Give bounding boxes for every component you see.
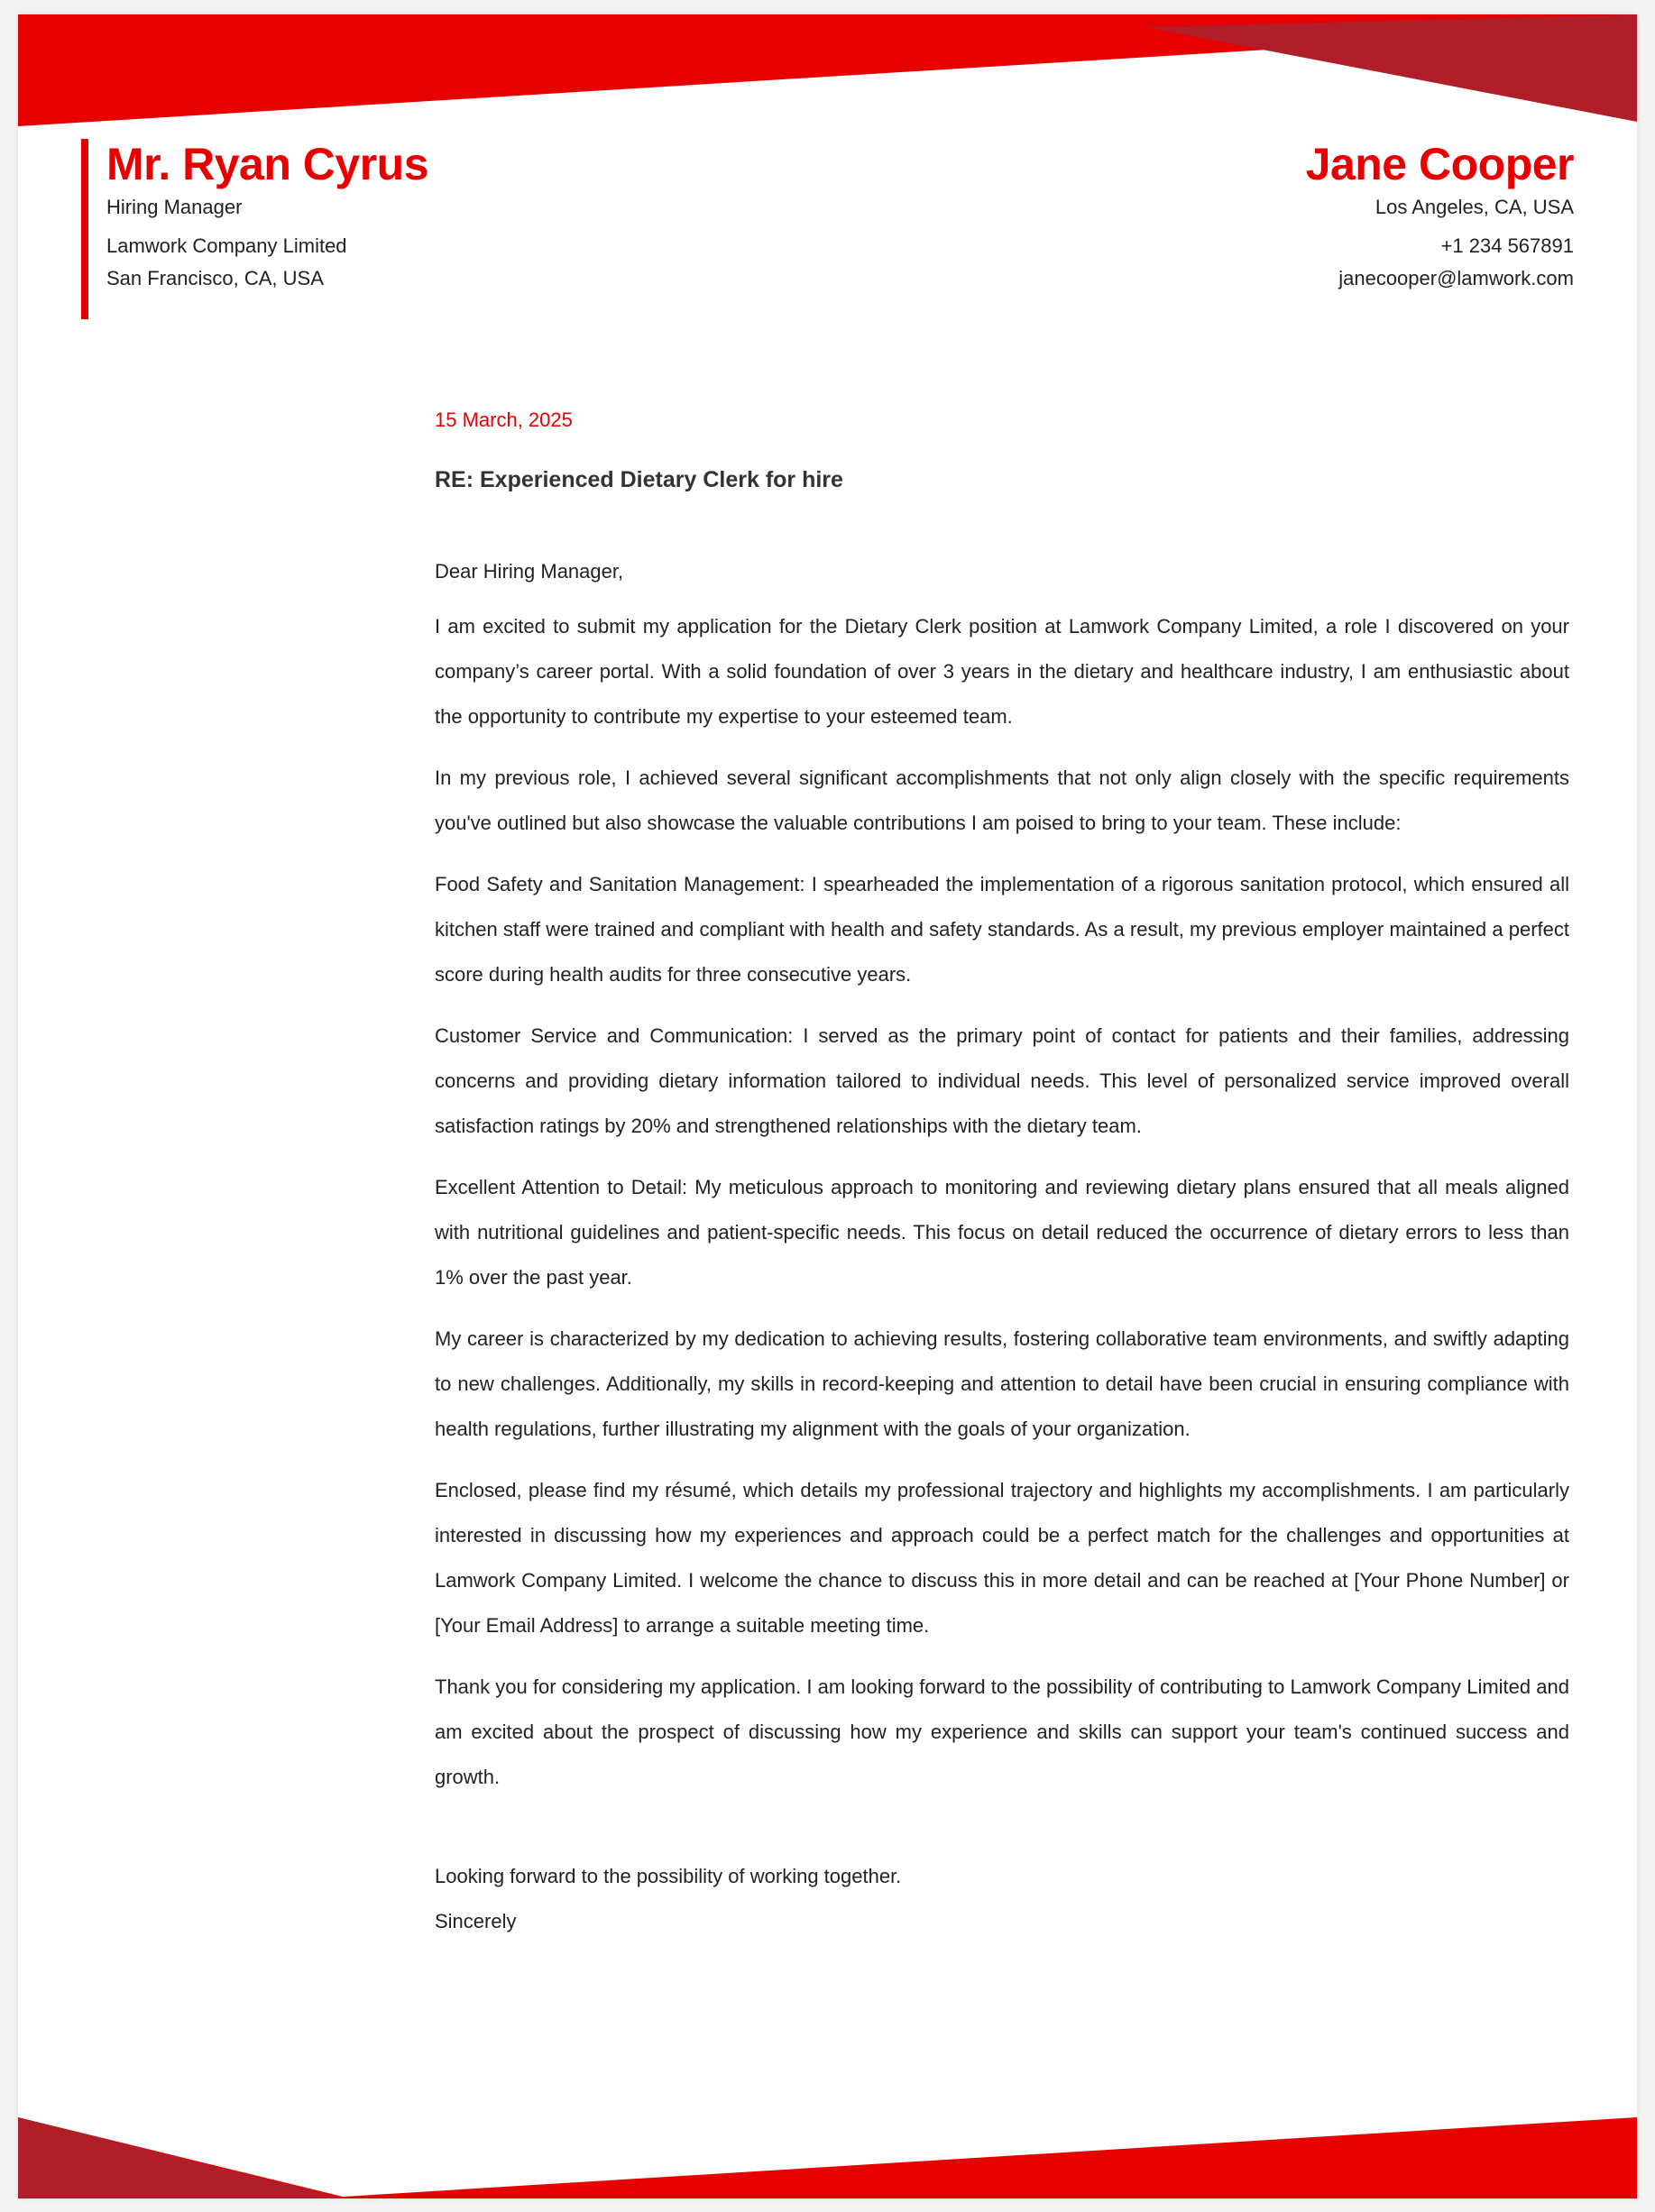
sender-email: janecooper@lamwork.com (1338, 267, 1574, 289)
salutation: Dear Hiring Manager, (435, 560, 624, 583)
recipient-name: Mr. Ryan Cyrus (106, 139, 429, 189)
header-decoration (18, 14, 1637, 126)
paragraph: I am excited to submit my application for the Dietary Clerk position at Lamwork Company Limited, a role I discovered on your company’s career portal. With a solid foundation of over 3 years in the dietary and healthcare industry, I am enthusiastic about the opportunity to contribute my expertise to your esteemed team. (435, 615, 1569, 728)
footer-decoration (18, 2117, 1637, 2198)
sender-location: Los Angeles, CA, USA (1375, 196, 1574, 218)
paragraph: In my previous role, I achieved several significant accomplishments that not only align closely with the specific requirements you've outlined but also showcase the valuable contributions I am poised to bring to your team. These include: (435, 766, 1569, 834)
paragraph: Food Safety and Sanitation Management: I spearheaded the implementation of a rigorous sanitation protocol, which ensured all kitchen staff were trained and compliant with health and safety standards. As a result, my previous employer maintained a perfect score during health audits for three consecutive years. (435, 873, 1569, 986)
recipient-block (81, 139, 648, 319)
signoff: Sincerely (435, 1910, 517, 1932)
recipient-company: Lamwork Company Limited (106, 234, 347, 257)
paragraph: Thank you for considering my application. I am looking forward to the possibility of contributing to Lamwork Company Limited and am excited about the prospect of discussing how my experience and skills can support your team's continued success and growth. (435, 1675, 1569, 1788)
letter-subject: RE: Experienced Dietary Clerk for hire (435, 467, 843, 492)
closing-line: Looking forward to the possibility of working together. (435, 1865, 902, 1887)
paragraph: Customer Service and Communication: I served as the primary point of contact for patients and their families, addressing concerns and providing dietary information tailored to individual needs. This level of personalized service improved overall satisfaction ratings by 20% and strengthened relationships with the dietary team. (435, 1024, 1569, 1137)
sender-name: Jane Cooper (1305, 139, 1574, 189)
recipient-location: San Francisco, CA, USA (106, 267, 324, 289)
paragraph: Enclosed, please find my résumé, which details my professional trajectory and highlights my accomplishments. I am particularly interested in discussing how my experiences and approach could be a perfect match for the challenges and opportunities at Lamwork Company Limited. I welcome the chance to discuss this in more detail and can be reached at [Your Phone Number] or [Your Email Address] to arrange a suitable meeting time. (435, 1479, 1569, 1637)
letter-date: 15 March, 2025 (435, 408, 573, 431)
paragraph: Excellent Attention to Detail: My meticulous approach to monitoring and reviewing dietary plans ensured that all meals aligned with nutritional guidelines and patient-specific needs. This focus on detail reduced the occurrence of dietary errors to less than 1% over the past year. (435, 1176, 1569, 1289)
letter-page (18, 14, 1637, 2198)
letter-body (435, 406, 1569, 1944)
sender-block (1033, 139, 1574, 295)
paragraph: My career is characterized by my dedication to achieving results, fostering collaborative team environments, and swiftly adapting to new challenges. Additionally, my skills in record-keeping and attention to detail have been crucial in ensuring compliance with health regulations, further illustrating my alignment with the goals of your organization. (435, 1327, 1569, 1440)
sender-phone: +1 234 567891 (1440, 234, 1574, 257)
recipient-title: Hiring Manager (106, 196, 243, 218)
